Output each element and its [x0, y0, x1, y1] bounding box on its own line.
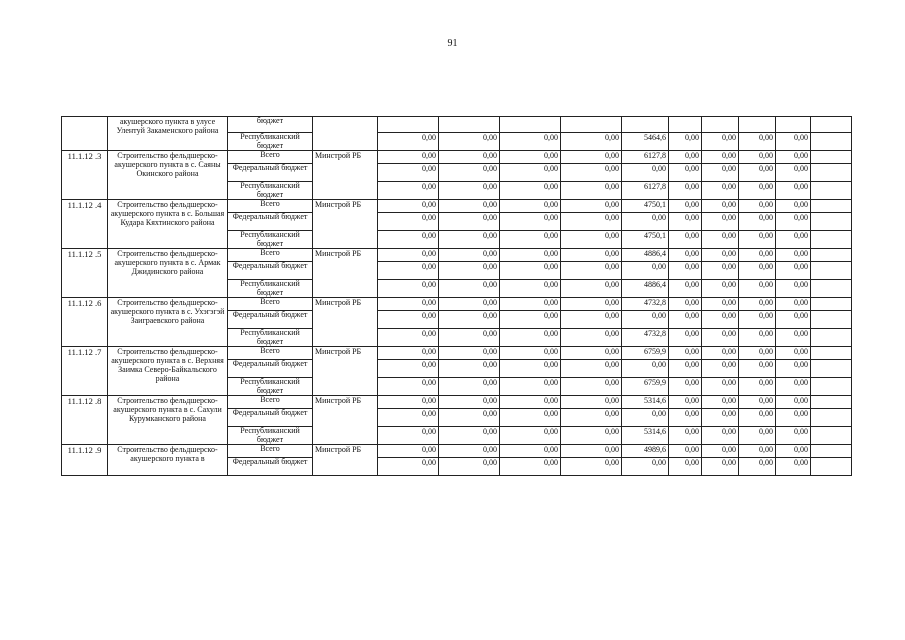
executor-cell: Минстрой РБ — [313, 151, 378, 200]
value-cell: 0,00 — [439, 360, 500, 378]
value-cell: 0,00 — [669, 231, 702, 249]
value-cell: 0,00 — [378, 445, 439, 458]
executor-cell: Минстрой РБ — [313, 445, 378, 476]
value-cell: 0,00 — [669, 182, 702, 200]
value-cell: 0,00 — [669, 347, 702, 360]
value-cell: 0,00 — [439, 311, 500, 329]
value-cell: 0,00 — [500, 360, 561, 378]
value-cell: 4886,4 — [622, 280, 669, 298]
value-cell: 0,00 — [500, 458, 561, 476]
value-cell: 0,00 — [776, 378, 811, 396]
value-cell: 0,00 — [561, 329, 622, 347]
value-cell: 0,00 — [702, 151, 739, 164]
value-cell: 0,00 — [776, 360, 811, 378]
value-cell: 0,00 — [561, 213, 622, 231]
value-cell: 0,00 — [669, 298, 702, 311]
value-cell-empty — [811, 458, 852, 476]
value-cell-empty — [811, 347, 852, 360]
value-cell: 0,00 — [776, 151, 811, 164]
value-cell: 0,00 — [669, 164, 702, 182]
value-cell: 0,00 — [669, 329, 702, 347]
value-cell: 0,00 — [702, 213, 739, 231]
value-cell: 0,00 — [739, 409, 776, 427]
value-cell: 0,00 — [776, 311, 811, 329]
value-cell: 0,00 — [561, 427, 622, 445]
value-cell: 0,00 — [776, 458, 811, 476]
value-cell: 0,00 — [669, 151, 702, 164]
value-cell: 0,00 — [439, 347, 500, 360]
value-cell: 0,00 — [739, 298, 776, 311]
value-cell: 0,00 — [561, 311, 622, 329]
value-cell: 0,00 — [669, 445, 702, 458]
budget-table — [61, 116, 852, 476]
table-row — [62, 200, 852, 213]
value-cell: 0,00 — [702, 329, 739, 347]
row-code-cell: 11.1.12 .5 — [62, 249, 108, 298]
value-cell: 6127,8 — [622, 151, 669, 164]
value-cell: 0,00 — [378, 311, 439, 329]
value-cell: 0,00 — [702, 200, 739, 213]
value-cell: 0,00 — [776, 231, 811, 249]
value-cell: 0,00 — [378, 200, 439, 213]
executor-cell: Минстрой РБ — [313, 298, 378, 347]
budget-source-cell: Республиканский бюджет — [228, 133, 313, 151]
value-cell — [811, 117, 852, 133]
value-cell: 0,00 — [500, 231, 561, 249]
value-cell: 0,00 — [776, 182, 811, 200]
value-cell-empty — [811, 249, 852, 262]
value-cell: 0,00 — [739, 151, 776, 164]
row-code-cell — [62, 117, 108, 151]
value-cell: 0,00 — [739, 360, 776, 378]
value-cell: 0,00 — [776, 280, 811, 298]
value-cell: 0,00 — [776, 396, 811, 409]
value-cell: 0,00 — [439, 231, 500, 249]
value-cell: 0,00 — [500, 133, 561, 151]
value-cell: 0,00 — [378, 262, 439, 280]
value-cell: 0,00 — [500, 213, 561, 231]
value-cell: 0,00 — [776, 445, 811, 458]
row-code-cell: 11.1.12 .4 — [62, 200, 108, 249]
value-cell: 0,00 — [439, 249, 500, 262]
value-cell — [776, 117, 811, 133]
budget-source-cell: Республиканский бюджет — [228, 182, 313, 200]
budget-source-cell: Федеральный бюджет — [228, 409, 313, 427]
value-cell: 0,00 — [561, 151, 622, 164]
value-cell: 0,00 — [500, 151, 561, 164]
value-cell: 0,00 — [739, 445, 776, 458]
value-cell-empty — [811, 164, 852, 182]
project-name-cell: Строительство фельдшерско-акушерского пункта в с. Сахули Курумканского района — [108, 396, 228, 445]
value-cell: 0,00 — [500, 409, 561, 427]
value-cell: 0,00 — [500, 182, 561, 200]
project-name-cell: Строительство фельдшерско-акушерского пункта в с. Ухэгэгэй Заиграевского района — [108, 298, 228, 347]
value-cell: 0,00 — [561, 200, 622, 213]
executor-cell: Минстрой РБ — [313, 200, 378, 249]
table-row — [62, 249, 852, 262]
value-cell: 0,00 — [561, 164, 622, 182]
budget-source-cell: Всего — [228, 249, 313, 262]
value-cell: 6759,9 — [622, 347, 669, 360]
value-cell: 0,00 — [439, 427, 500, 445]
value-cell: 0,00 — [439, 213, 500, 231]
budget-source-cell: Всего — [228, 200, 313, 213]
value-cell: 0,00 — [439, 182, 500, 200]
value-cell: 0,00 — [622, 409, 669, 427]
value-cell: 0,00 — [439, 133, 500, 151]
value-cell: 0,00 — [669, 458, 702, 476]
value-cell: 0,00 — [439, 164, 500, 182]
project-name-cell: Строительство фельдшерско-акушерского пункта в с. Верхняя Заимка Северо-Байкальского района — [108, 347, 228, 396]
budget-source-cell: Федеральный бюджет — [228, 262, 313, 280]
value-cell: 0,00 — [702, 280, 739, 298]
executor-cell — [313, 117, 378, 151]
value-cell: 5464,6 — [622, 133, 669, 151]
value-cell — [739, 117, 776, 133]
value-cell: 0,00 — [776, 213, 811, 231]
value-cell: 0,00 — [702, 133, 739, 151]
row-code-cell: 11.1.12 .7 — [62, 347, 108, 396]
value-cell: 0,00 — [439, 280, 500, 298]
value-cell: 4750,1 — [622, 200, 669, 213]
value-cell: 0,00 — [439, 396, 500, 409]
value-cell: 0,00 — [378, 427, 439, 445]
value-cell — [439, 117, 500, 133]
value-cell: 0,00 — [378, 409, 439, 427]
project-name-cell: Строительство фельдшерско-акушерского пункта в с. Армак Джидинского района — [108, 249, 228, 298]
value-cell: 0,00 — [439, 458, 500, 476]
value-cell: 0,00 — [439, 378, 500, 396]
value-cell: 0,00 — [561, 360, 622, 378]
value-cell: 0,00 — [378, 458, 439, 476]
value-cell: 0,00 — [776, 347, 811, 360]
value-cell: 4732,8 — [622, 329, 669, 347]
value-cell: 0,00 — [669, 427, 702, 445]
value-cell: 4750,1 — [622, 231, 669, 249]
value-cell: 5314,6 — [622, 396, 669, 409]
value-cell: 0,00 — [702, 458, 739, 476]
project-name-cell: Строительство фельдшерско-акушерского пункта в — [108, 445, 228, 476]
budget-source-cell: Республиканский бюджет — [228, 427, 313, 445]
value-cell: 0,00 — [739, 378, 776, 396]
value-cell: 0,00 — [622, 164, 669, 182]
value-cell: 0,00 — [378, 329, 439, 347]
value-cell: 0,00 — [776, 133, 811, 151]
value-cell: 0,00 — [561, 262, 622, 280]
value-cell: 0,00 — [702, 427, 739, 445]
value-cell: 0,00 — [500, 329, 561, 347]
value-cell: 0,00 — [561, 396, 622, 409]
value-cell: 0,00 — [378, 347, 439, 360]
value-cell: 0,00 — [561, 298, 622, 311]
value-cell: 0,00 — [378, 396, 439, 409]
value-cell: 0,00 — [500, 445, 561, 458]
value-cell: 0,00 — [561, 445, 622, 458]
value-cell: 0,00 — [500, 396, 561, 409]
value-cell: 0,00 — [776, 249, 811, 262]
value-cell: 0,00 — [702, 249, 739, 262]
value-cell: 0,00 — [739, 311, 776, 329]
page-number: 91 — [447, 38, 458, 49]
value-cell: 0,00 — [561, 249, 622, 262]
value-cell: 0,00 — [776, 409, 811, 427]
value-cell: 0,00 — [378, 378, 439, 396]
value-cell-empty — [811, 396, 852, 409]
budget-source-cell: Федеральный бюджет — [228, 311, 313, 329]
value-cell: 0,00 — [378, 182, 439, 200]
value-cell: 0,00 — [439, 329, 500, 347]
value-cell: 6127,8 — [622, 182, 669, 200]
value-cell: 0,00 — [739, 182, 776, 200]
value-cell: 0,00 — [561, 231, 622, 249]
value-cell: 0,00 — [622, 213, 669, 231]
project-name-cell: акушерского пункта в улусе Улентуй Закаменского района — [108, 117, 228, 151]
value-cell-empty — [811, 200, 852, 213]
value-cell: 0,00 — [702, 298, 739, 311]
value-cell: 0,00 — [378, 249, 439, 262]
value-cell: 0,00 — [702, 231, 739, 249]
table-row — [62, 347, 852, 360]
value-cell-empty — [811, 311, 852, 329]
value-cell: 0,00 — [622, 262, 669, 280]
value-cell: 0,00 — [669, 262, 702, 280]
project-name-cell: Строительство фельдшерско-акушерского пункта в с. Саяны Окинского района — [108, 151, 228, 200]
row-code-cell: 11.1.12 .3 — [62, 151, 108, 200]
value-cell: 0,00 — [702, 262, 739, 280]
value-cell: 0,00 — [378, 280, 439, 298]
value-cell: 4732,8 — [622, 298, 669, 311]
value-cell — [500, 117, 561, 133]
value-cell: 0,00 — [669, 249, 702, 262]
value-cell: 0,00 — [500, 378, 561, 396]
row-code-cell: 11.1.12 .8 — [62, 396, 108, 445]
value-cell-empty — [811, 378, 852, 396]
value-cell-empty — [811, 262, 852, 280]
budget-source-cell: Республиканский бюджет — [228, 231, 313, 249]
value-cell: 0,00 — [561, 182, 622, 200]
value-cell: 0,00 — [702, 164, 739, 182]
value-cell: 0,00 — [500, 262, 561, 280]
value-cell: 6759,9 — [622, 378, 669, 396]
value-cell-empty — [811, 231, 852, 249]
value-cell-empty — [811, 360, 852, 378]
value-cell: 0,00 — [622, 360, 669, 378]
value-cell: 0,00 — [739, 231, 776, 249]
table-row — [62, 117, 852, 133]
value-cell: 0,00 — [622, 458, 669, 476]
value-cell: 0,00 — [669, 213, 702, 231]
executor-cell: Минстрой РБ — [313, 396, 378, 445]
budget-source-cell: Всего — [228, 445, 313, 458]
value-cell: 0,00 — [776, 262, 811, 280]
value-cell — [669, 117, 702, 133]
value-cell: 0,00 — [669, 396, 702, 409]
value-cell: 0,00 — [439, 151, 500, 164]
budget-source-cell: Республиканский бюджет — [228, 280, 313, 298]
value-cell: 0,00 — [776, 329, 811, 347]
row-code-cell: 11.1.12 .9 — [62, 445, 108, 476]
value-cell: 0,00 — [378, 360, 439, 378]
value-cell: 0,00 — [739, 280, 776, 298]
value-cell-empty — [811, 280, 852, 298]
value-cell: 0,00 — [561, 458, 622, 476]
budget-source-cell: Всего — [228, 298, 313, 311]
value-cell — [702, 117, 739, 133]
value-cell: 0,00 — [702, 445, 739, 458]
value-cell: 4989,6 — [622, 445, 669, 458]
value-cell: 0,00 — [561, 378, 622, 396]
value-cell: 0,00 — [439, 409, 500, 427]
budget-source-cell: Республиканский бюджет — [228, 329, 313, 347]
value-cell: 0,00 — [739, 329, 776, 347]
value-cell: 0,00 — [561, 347, 622, 360]
budget-source-cell: бюджет — [228, 117, 313, 133]
value-cell: 0,00 — [702, 378, 739, 396]
value-cell: 4886,4 — [622, 249, 669, 262]
budget-source-cell: Всего — [228, 347, 313, 360]
value-cell: 0,00 — [739, 133, 776, 151]
value-cell: 0,00 — [439, 262, 500, 280]
value-cell: 0,00 — [669, 311, 702, 329]
value-cell-empty — [811, 298, 852, 311]
value-cell: 0,00 — [739, 347, 776, 360]
value-cell: 0,00 — [561, 280, 622, 298]
value-cell: 0,00 — [669, 409, 702, 427]
value-cell: 0,00 — [622, 311, 669, 329]
budget-source-cell: Всего — [228, 396, 313, 409]
value-cell-empty — [811, 409, 852, 427]
value-cell: 0,00 — [702, 396, 739, 409]
value-cell: 0,00 — [739, 200, 776, 213]
budget-source-cell: Всего — [228, 151, 313, 164]
budget-source-cell: Республиканский бюджет — [228, 378, 313, 396]
value-cell-empty — [811, 329, 852, 347]
value-cell-empty — [811, 445, 852, 458]
value-cell: 0,00 — [739, 262, 776, 280]
value-cell: 0,00 — [669, 133, 702, 151]
value-cell — [622, 117, 669, 133]
table-row — [62, 151, 852, 164]
table-row — [62, 445, 852, 458]
value-cell-empty — [811, 427, 852, 445]
project-name-cell: Строительство фельдшерско-акушерского пункта в с. Большая Кудара Кяхтинского района — [108, 200, 228, 249]
value-cell: 0,00 — [500, 298, 561, 311]
value-cell: 0,00 — [739, 249, 776, 262]
value-cell: 0,00 — [739, 396, 776, 409]
budget-source-cell: Федеральный бюджет — [228, 164, 313, 182]
value-cell: 0,00 — [739, 213, 776, 231]
value-cell: 0,00 — [702, 360, 739, 378]
value-cell — [561, 117, 622, 133]
value-cell: 0,00 — [439, 298, 500, 311]
value-cell: 0,00 — [378, 298, 439, 311]
value-cell: 0,00 — [500, 347, 561, 360]
value-cell: 0,00 — [669, 360, 702, 378]
value-cell-empty — [811, 213, 852, 231]
value-cell: 0,00 — [378, 133, 439, 151]
value-cell: 0,00 — [378, 213, 439, 231]
value-cell: 0,00 — [702, 311, 739, 329]
value-cell: 0,00 — [669, 200, 702, 213]
table-row — [62, 298, 852, 311]
executor-cell: Минстрой РБ — [313, 249, 378, 298]
value-cell: 0,00 — [739, 458, 776, 476]
value-cell: 0,00 — [702, 347, 739, 360]
value-cell: 0,00 — [378, 151, 439, 164]
executor-cell: Минстрой РБ — [313, 347, 378, 396]
value-cell: 0,00 — [561, 409, 622, 427]
value-cell — [378, 117, 439, 133]
value-cell: 0,00 — [500, 249, 561, 262]
value-cell: 0,00 — [500, 427, 561, 445]
value-cell: 0,00 — [378, 164, 439, 182]
value-cell: 0,00 — [439, 200, 500, 213]
budget-source-cell: Федеральный бюджет — [228, 360, 313, 378]
value-cell: 0,00 — [776, 164, 811, 182]
value-cell: 0,00 — [702, 182, 739, 200]
value-cell: 0,00 — [776, 427, 811, 445]
row-code-cell: 11.1.12 .6 — [62, 298, 108, 347]
value-cell: 0,00 — [561, 133, 622, 151]
value-cell: 5314,6 — [622, 427, 669, 445]
budget-source-cell: Федеральный бюджет — [228, 458, 313, 476]
value-cell: 0,00 — [500, 200, 561, 213]
value-cell: 0,00 — [776, 298, 811, 311]
value-cell: 0,00 — [739, 164, 776, 182]
value-cell: 0,00 — [739, 427, 776, 445]
value-cell: 0,00 — [702, 409, 739, 427]
value-cell-empty — [811, 182, 852, 200]
table-row — [62, 396, 852, 409]
value-cell: 0,00 — [669, 280, 702, 298]
value-cell: 0,00 — [500, 280, 561, 298]
value-cell: 0,00 — [439, 445, 500, 458]
value-cell — [811, 133, 852, 151]
value-cell: 0,00 — [669, 378, 702, 396]
value-cell: 0,00 — [776, 200, 811, 213]
value-cell: 0,00 — [500, 311, 561, 329]
value-cell-empty — [811, 151, 852, 164]
value-cell: 0,00 — [378, 231, 439, 249]
value-cell: 0,00 — [500, 164, 561, 182]
budget-source-cell: Федеральный бюджет — [228, 213, 313, 231]
